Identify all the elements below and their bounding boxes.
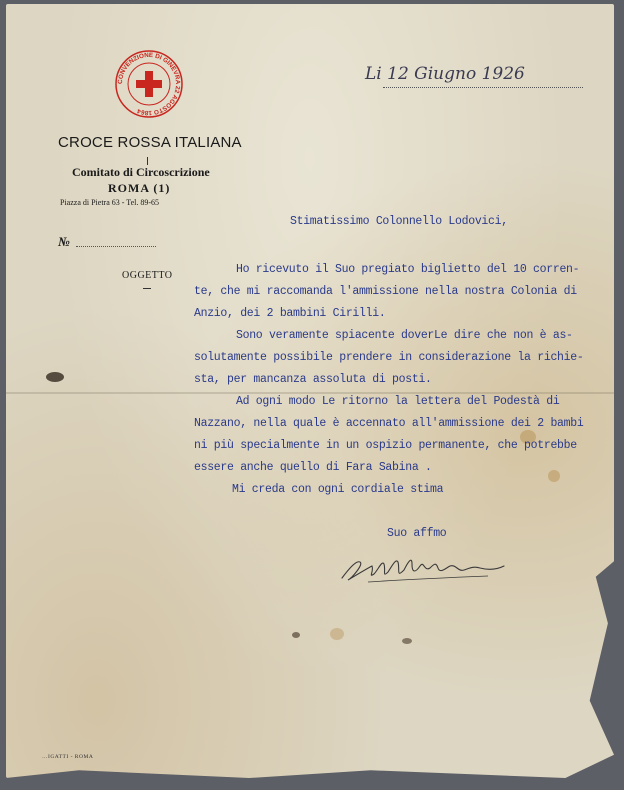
body-line: sta, per mancanza assoluta di posti. <box>194 373 432 386</box>
organization-name: CROCE ROSSA ITALIANA <box>58 134 242 151</box>
letter-date: Li 12 Giugno 1926 <box>365 64 525 84</box>
letter-paper <box>6 4 614 778</box>
committee-name: Comitato di Circoscrizione <box>72 165 210 179</box>
body-line: solutamente possibile prendere in considerazione la richie- <box>194 351 584 364</box>
date-line <box>383 87 583 88</box>
body-line: Sono veramente spiacente doverLe dire che non è as- <box>236 329 573 342</box>
body-line: Anzio, dei 2 bambini Cirilli. <box>194 307 386 320</box>
address: Piazza di Pietra 63 - Tel. 89-65 <box>60 198 160 207</box>
closing: Suo affmo <box>387 527 447 540</box>
ink-stain <box>46 372 64 382</box>
printer-mark: …IGATTI - ROMA <box>42 754 94 760</box>
foxing-stain <box>330 628 344 640</box>
subject-label: OGGETTO <box>122 270 173 281</box>
protocol-number-line <box>76 246 156 247</box>
body-line: Nazzano, nella quale è accennato all'ammissione dei 2 bambi <box>194 417 584 430</box>
red-cross-emblem <box>114 49 184 119</box>
body-line: essere anche quello di Fara Sabina . <box>194 461 432 474</box>
handwritten-signature <box>338 548 508 588</box>
protocol-number-label: № <box>58 234 70 249</box>
body-line: te, che mi raccomanda l'ammissione nella nostra Colonia di <box>194 285 577 298</box>
ink-stain <box>292 632 300 638</box>
city-name: ROMA (1) <box>108 181 171 195</box>
salutation: Stimatissimo Colonnello Lodovici, <box>290 215 508 228</box>
emblem-text: CONVENZIONE DI GINEVRA 22 AGOSTO 1864 <box>116 51 182 117</box>
divider <box>143 288 151 289</box>
ink-stain <box>402 638 412 644</box>
body-line: ni più specialmente in un ospizio permanente, che potrebbe <box>194 439 577 452</box>
divider <box>147 157 148 165</box>
body-line: Mi creda con ogni cordiale stima <box>232 483 444 496</box>
body-line: Ad ogni modo Le ritorno la lettera del Podestà di <box>236 395 560 408</box>
body-line: Ho ricevuto il Suo pregiato biglietto del 10 corren- <box>236 263 580 276</box>
foxing-stain <box>548 470 560 482</box>
paper-fold <box>6 392 614 394</box>
